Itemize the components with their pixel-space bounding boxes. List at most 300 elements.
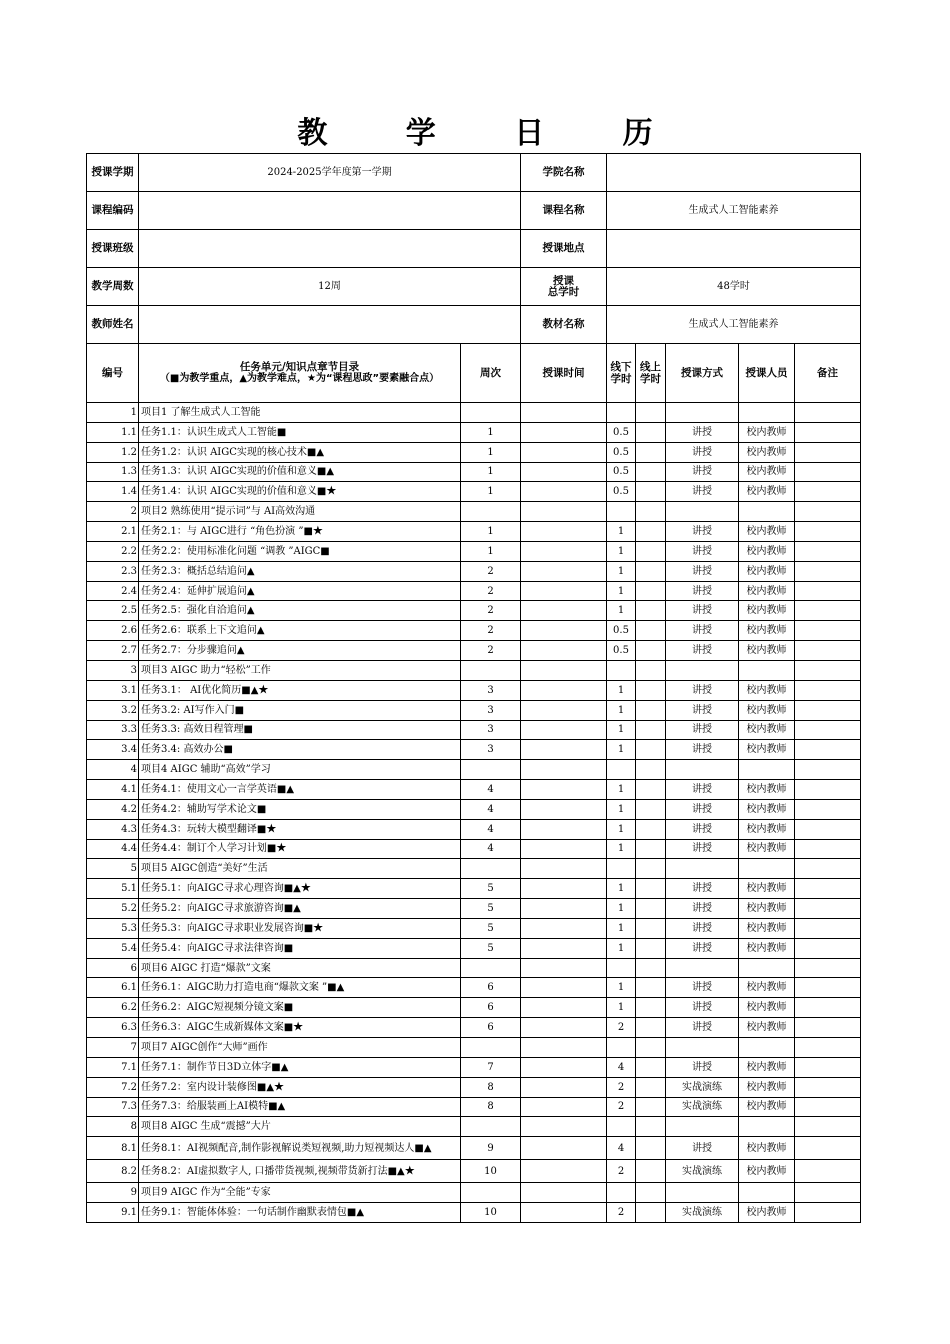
row-online-hours [636, 998, 666, 1018]
row-number: 5.1 [87, 879, 139, 899]
row-online-hours [636, 918, 666, 938]
row-method: 讲授 [666, 482, 739, 502]
class-value [139, 230, 521, 268]
row-time [521, 1097, 607, 1117]
row-online-hours [636, 958, 666, 978]
row-task: 项目9 AIGC 作为“全能”专家 [139, 1183, 461, 1203]
row-number: 1.2 [87, 442, 139, 462]
row-note [795, 1203, 861, 1223]
row-online-hours [636, 1183, 666, 1203]
row-week: 8 [461, 1077, 521, 1097]
row-note [795, 879, 861, 899]
row-staff: 校内教师 [739, 462, 795, 482]
row-staff [739, 760, 795, 780]
row-number: 7 [87, 1038, 139, 1058]
row-number: 3.1 [87, 680, 139, 700]
row-staff: 校内教师 [739, 1137, 795, 1160]
row-week: 1 [461, 462, 521, 482]
row-task: 任务6.1：AIGC助力打造电商“爆款文案 ”■▲ [139, 978, 461, 998]
row-method [666, 1038, 739, 1058]
table-row [87, 859, 861, 879]
row-task: 任务7.3：给服装画上AI模特■▲ [139, 1097, 461, 1117]
row-offline-hours: 0.5 [607, 621, 636, 641]
row-time [521, 641, 607, 661]
row-staff: 校内教师 [739, 1203, 795, 1223]
row-offline-hours [607, 760, 636, 780]
row-note [795, 938, 861, 958]
row-method: 讲授 [666, 720, 739, 740]
row-time [521, 760, 607, 780]
row-task: 任务4.1：使用文心一言学英语■▲ [139, 780, 461, 800]
table-row [87, 780, 861, 800]
row-method: 讲授 [666, 581, 739, 601]
row-method: 讲授 [666, 522, 739, 542]
row-staff: 校内教师 [739, 680, 795, 700]
table-row [87, 561, 861, 581]
row-offline-hours: 2 [607, 1203, 636, 1223]
row-online-hours [636, 859, 666, 879]
row-time [521, 1183, 607, 1203]
row-number: 1.3 [87, 462, 139, 482]
table-row [87, 1097, 861, 1117]
row-week: 6 [461, 998, 521, 1018]
row-task: 项目1 了解生成式人工智能 [139, 403, 461, 423]
row-time [521, 621, 607, 641]
row-week: 10 [461, 1203, 521, 1223]
table-row [87, 1077, 861, 1097]
row-task: 任务3.4: 高效办公■ [139, 740, 461, 760]
row-online-hours [636, 1018, 666, 1038]
row-online-hours [636, 720, 666, 740]
row-staff: 校内教师 [739, 581, 795, 601]
row-task: 任务4.3：玩转大模型翻译■★ [139, 819, 461, 839]
row-method [666, 859, 739, 879]
row-week: 1 [461, 482, 521, 502]
row-time [521, 1137, 607, 1160]
header-offline-line-1: 线下 [610, 361, 632, 373]
row-online-hours [636, 403, 666, 423]
row-staff: 校内教师 [739, 442, 795, 462]
row-week: 10 [461, 1160, 521, 1183]
row-offline-hours: 1 [607, 799, 636, 819]
row-task: 任务3.2: AI写作入门■ [139, 700, 461, 720]
row-method: 讲授 [666, 462, 739, 482]
row-staff: 校内教师 [739, 938, 795, 958]
table-row [87, 1038, 861, 1058]
teacher-value [139, 306, 521, 344]
row-note [795, 621, 861, 641]
row-note [795, 1097, 861, 1117]
row-online-hours [636, 522, 666, 542]
info-row-weeks [87, 268, 861, 306]
row-method: 讲授 [666, 839, 739, 859]
row-online-hours [636, 1097, 666, 1117]
row-offline-hours: 1 [607, 899, 636, 919]
row-note [795, 522, 861, 542]
row-task: 项目3 AIGC 助力“轻松”工作 [139, 660, 461, 680]
row-task: 任务2.5：强化自洽追问▲ [139, 601, 461, 621]
row-number: 5 [87, 859, 139, 879]
row-task: 任务2.7：分步骤追问▲ [139, 641, 461, 661]
row-note [795, 1077, 861, 1097]
table-row [87, 541, 861, 561]
row-method: 讲授 [666, 819, 739, 839]
semester-label: 授课学期 [87, 154, 139, 192]
class-label: 授课班级 [87, 230, 139, 268]
row-time [521, 1203, 607, 1223]
row-online-hours [636, 938, 666, 958]
row-staff [739, 1038, 795, 1058]
row-method: 讲授 [666, 780, 739, 800]
table-row [87, 819, 861, 839]
row-online-hours [636, 760, 666, 780]
row-offline-hours [607, 502, 636, 522]
row-time [521, 601, 607, 621]
row-number: 9 [87, 1183, 139, 1203]
row-number: 6.2 [87, 998, 139, 1018]
table-row [87, 482, 861, 502]
row-time [521, 581, 607, 601]
row-task: 任务5.1：向AIGC寻求心理咨询■▲★ [139, 879, 461, 899]
row-note [795, 581, 861, 601]
row-offline-hours [607, 403, 636, 423]
row-online-hours [636, 799, 666, 819]
row-week: 3 [461, 680, 521, 700]
row-online-hours [636, 1203, 666, 1223]
row-method: 讲授 [666, 978, 739, 998]
row-note [795, 958, 861, 978]
row-time [521, 1018, 607, 1038]
table-row [87, 760, 861, 780]
row-time [521, 680, 607, 700]
header-task-line-2: （■为教学重点，▲为教学难点，★为“课程思政”要素融合点） [159, 373, 440, 384]
row-offline-hours: 1 [607, 978, 636, 998]
row-note [795, 502, 861, 522]
row-staff: 校内教师 [739, 601, 795, 621]
row-note [795, 1018, 861, 1038]
weeks-value: 12周 [139, 268, 521, 306]
row-week: 4 [461, 780, 521, 800]
row-note [795, 700, 861, 720]
row-method: 讲授 [666, 899, 739, 919]
row-task: 任务5.4：向AIGC寻求法律咨询■ [139, 938, 461, 958]
code-value [139, 192, 521, 230]
table-row [87, 899, 861, 919]
table-row [87, 462, 861, 482]
row-method: 讲授 [666, 641, 739, 661]
row-staff [739, 1117, 795, 1137]
row-note [795, 680, 861, 700]
row-week: 1 [461, 541, 521, 561]
table-row [87, 502, 861, 522]
table-row [87, 1137, 861, 1160]
hours-label [521, 268, 607, 306]
row-offline-hours: 1 [607, 680, 636, 700]
row-staff [739, 958, 795, 978]
row-note [795, 819, 861, 839]
row-method: 实战演练 [666, 1160, 739, 1183]
row-staff: 校内教师 [739, 641, 795, 661]
row-task: 任务5.2：向AIGC寻求旅游咨询■▲ [139, 899, 461, 919]
row-note [795, 482, 861, 502]
row-note [795, 601, 861, 621]
row-number: 9.1 [87, 1203, 139, 1223]
row-week: 7 [461, 1057, 521, 1077]
calendar-table [86, 153, 861, 1223]
row-note [795, 839, 861, 859]
row-week: 1 [461, 442, 521, 462]
row-staff [739, 403, 795, 423]
header-online-hours [636, 344, 666, 403]
table-row [87, 581, 861, 601]
header-online-line-2: 学时 [640, 373, 661, 385]
table-row [87, 660, 861, 680]
row-week: 6 [461, 1018, 521, 1038]
row-method: 讲授 [666, 998, 739, 1018]
row-number: 2.7 [87, 641, 139, 661]
row-week: 3 [461, 700, 521, 720]
row-week [461, 1183, 521, 1203]
row-staff [739, 1183, 795, 1203]
row-number: 6 [87, 958, 139, 978]
row-time [521, 1057, 607, 1077]
row-online-hours [636, 660, 666, 680]
row-number: 1 [87, 403, 139, 423]
row-offline-hours [607, 958, 636, 978]
row-task: 任务2.3：概括总结追问▲ [139, 561, 461, 581]
row-offline-hours: 0.5 [607, 482, 636, 502]
row-method: 讲授 [666, 601, 739, 621]
row-number: 8.1 [87, 1137, 139, 1160]
row-method: 讲授 [666, 442, 739, 462]
row-task: 项目8 AIGC 生成“震撼”大片 [139, 1117, 461, 1137]
info-row-class [87, 230, 861, 268]
row-online-hours [636, 482, 666, 502]
row-staff: 校内教师 [739, 839, 795, 859]
row-week: 5 [461, 879, 521, 899]
row-offline-hours: 1 [607, 700, 636, 720]
location-label: 授课地点 [521, 230, 607, 268]
row-week: 6 [461, 978, 521, 998]
row-method: 讲授 [666, 422, 739, 442]
row-online-hours [636, 879, 666, 899]
college-label: 学院名称 [521, 154, 607, 192]
row-number: 4 [87, 760, 139, 780]
row-week [461, 403, 521, 423]
row-time [521, 442, 607, 462]
row-week: 4 [461, 839, 521, 859]
row-staff: 校内教师 [739, 978, 795, 998]
row-week: 2 [461, 621, 521, 641]
row-time [521, 700, 607, 720]
row-task: 任务8.1：AI视频配音,制作影视解说类短视频,助力短视频达人■▲ [139, 1137, 461, 1160]
row-week [461, 1038, 521, 1058]
row-number: 2.1 [87, 522, 139, 542]
row-number: 3.3 [87, 720, 139, 740]
row-number: 7.3 [87, 1097, 139, 1117]
row-time [521, 978, 607, 998]
row-method: 讲授 [666, 799, 739, 819]
row-method: 讲授 [666, 1057, 739, 1077]
row-method: 实战演练 [666, 1203, 739, 1223]
table-row [87, 1183, 861, 1203]
row-note [795, 1183, 861, 1203]
row-note [795, 561, 861, 581]
row-task: 项目6 AIGC 打造“爆款”文案 [139, 958, 461, 978]
row-offline-hours [607, 859, 636, 879]
row-online-hours [636, 561, 666, 581]
location-value [607, 230, 861, 268]
row-task: 项目4 AIGC 辅助“高效”学习 [139, 760, 461, 780]
row-offline-hours: 1 [607, 740, 636, 760]
table-row [87, 998, 861, 1018]
row-task: 任务9.1：智能体体验：一句话制作幽默表情包■▲ [139, 1203, 461, 1223]
table-row [87, 601, 861, 621]
row-online-hours [636, 581, 666, 601]
header-method: 授课方式 [666, 344, 739, 403]
row-task: 任务7.2：室内设计装修图■▲★ [139, 1077, 461, 1097]
row-offline-hours: 1 [607, 581, 636, 601]
row-offline-hours: 1 [607, 998, 636, 1018]
row-time [521, 958, 607, 978]
row-staff: 校内教师 [739, 1018, 795, 1038]
teacher-label: 教师姓名 [87, 306, 139, 344]
table-row [87, 522, 861, 542]
row-task: 任务3.3: 高效日程管理■ [139, 720, 461, 740]
row-week: 3 [461, 740, 521, 760]
row-number: 2.4 [87, 581, 139, 601]
row-online-hours [636, 899, 666, 919]
header-row [87, 344, 861, 403]
table-row [87, 621, 861, 641]
row-week [461, 502, 521, 522]
row-offline-hours [607, 1183, 636, 1203]
row-time [521, 998, 607, 1018]
row-staff [739, 859, 795, 879]
table-row [87, 1117, 861, 1137]
row-number: 3.4 [87, 740, 139, 760]
row-method: 讲授 [666, 561, 739, 581]
table-row [87, 839, 861, 859]
row-time [521, 422, 607, 442]
hours-value: 48学时 [607, 268, 861, 306]
row-note [795, 403, 861, 423]
row-note [795, 1160, 861, 1183]
page-title: 教 学 日 历 [297, 116, 687, 151]
table-row [87, 442, 861, 462]
table-row [87, 680, 861, 700]
row-staff: 校内教师 [739, 799, 795, 819]
row-online-hours [636, 621, 666, 641]
row-method: 讲授 [666, 1137, 739, 1160]
header-offline-hours [607, 344, 636, 403]
table-row [87, 918, 861, 938]
row-staff: 校内教师 [739, 899, 795, 919]
table-row [87, 799, 861, 819]
table-row [87, 403, 861, 423]
row-number: 2.3 [87, 561, 139, 581]
table-row [87, 740, 861, 760]
row-staff: 校内教师 [739, 541, 795, 561]
row-week [461, 760, 521, 780]
row-number: 4.2 [87, 799, 139, 819]
header-online-line-1: 线上 [640, 361, 661, 373]
row-staff: 校内教师 [739, 1160, 795, 1183]
row-week: 2 [461, 641, 521, 661]
header-week: 周次 [461, 344, 521, 403]
row-offline-hours: 1 [607, 938, 636, 958]
row-note [795, 1137, 861, 1160]
row-staff: 校内教师 [739, 1057, 795, 1077]
row-note [795, 760, 861, 780]
row-task: 任务1.4：认识 AIGC实现的价值和意义■★ [139, 482, 461, 502]
row-note [795, 541, 861, 561]
row-time [521, 1117, 607, 1137]
row-time [521, 879, 607, 899]
row-time [521, 541, 607, 561]
row-staff: 校内教师 [739, 482, 795, 502]
row-method: 讲授 [666, 541, 739, 561]
row-number: 1.1 [87, 422, 139, 442]
table-row [87, 1203, 861, 1223]
header-staff: 授课人员 [739, 344, 795, 403]
row-method: 讲授 [666, 621, 739, 641]
hours-label-line-2: 总学时 [547, 285, 580, 298]
row-note [795, 1057, 861, 1077]
row-online-hours [636, 462, 666, 482]
row-staff: 校内教师 [739, 918, 795, 938]
row-offline-hours: 4 [607, 1137, 636, 1160]
textbook-value: 生成式人工智能素养 [607, 306, 861, 344]
row-staff: 校内教师 [739, 522, 795, 542]
row-time [521, 780, 607, 800]
row-number: 5.2 [87, 899, 139, 919]
row-task: 任务1.2：认识 AIGC实现的核心技术■▲ [139, 442, 461, 462]
row-offline-hours: 4 [607, 1057, 636, 1077]
row-offline-hours: 2 [607, 1160, 636, 1183]
row-staff: 校内教师 [739, 720, 795, 740]
row-week [461, 958, 521, 978]
row-staff: 校内教师 [739, 1077, 795, 1097]
row-staff [739, 502, 795, 522]
row-online-hours [636, 1038, 666, 1058]
row-number: 2 [87, 502, 139, 522]
row-task: 任务1.1：认识生成式人工智能■ [139, 422, 461, 442]
header-task [139, 344, 461, 403]
table-row [87, 641, 861, 661]
info-row-teacher [87, 306, 861, 344]
row-offline-hours: 0.5 [607, 641, 636, 661]
row-note [795, 899, 861, 919]
row-method: 讲授 [666, 1018, 739, 1038]
row-number: 7.1 [87, 1057, 139, 1077]
row-offline-hours: 1 [607, 918, 636, 938]
row-number: 6.1 [87, 978, 139, 998]
row-method [666, 958, 739, 978]
row-offline-hours: 1 [607, 819, 636, 839]
weeks-label: 教学周数 [87, 268, 139, 306]
course-label: 课程名称 [521, 192, 607, 230]
row-number: 8.2 [87, 1160, 139, 1183]
row-online-hours [636, 1117, 666, 1137]
row-time [521, 859, 607, 879]
row-online-hours [636, 819, 666, 839]
row-number: 6.3 [87, 1018, 139, 1038]
row-online-hours [636, 680, 666, 700]
row-method [666, 403, 739, 423]
row-online-hours [636, 1077, 666, 1097]
row-time [521, 561, 607, 581]
